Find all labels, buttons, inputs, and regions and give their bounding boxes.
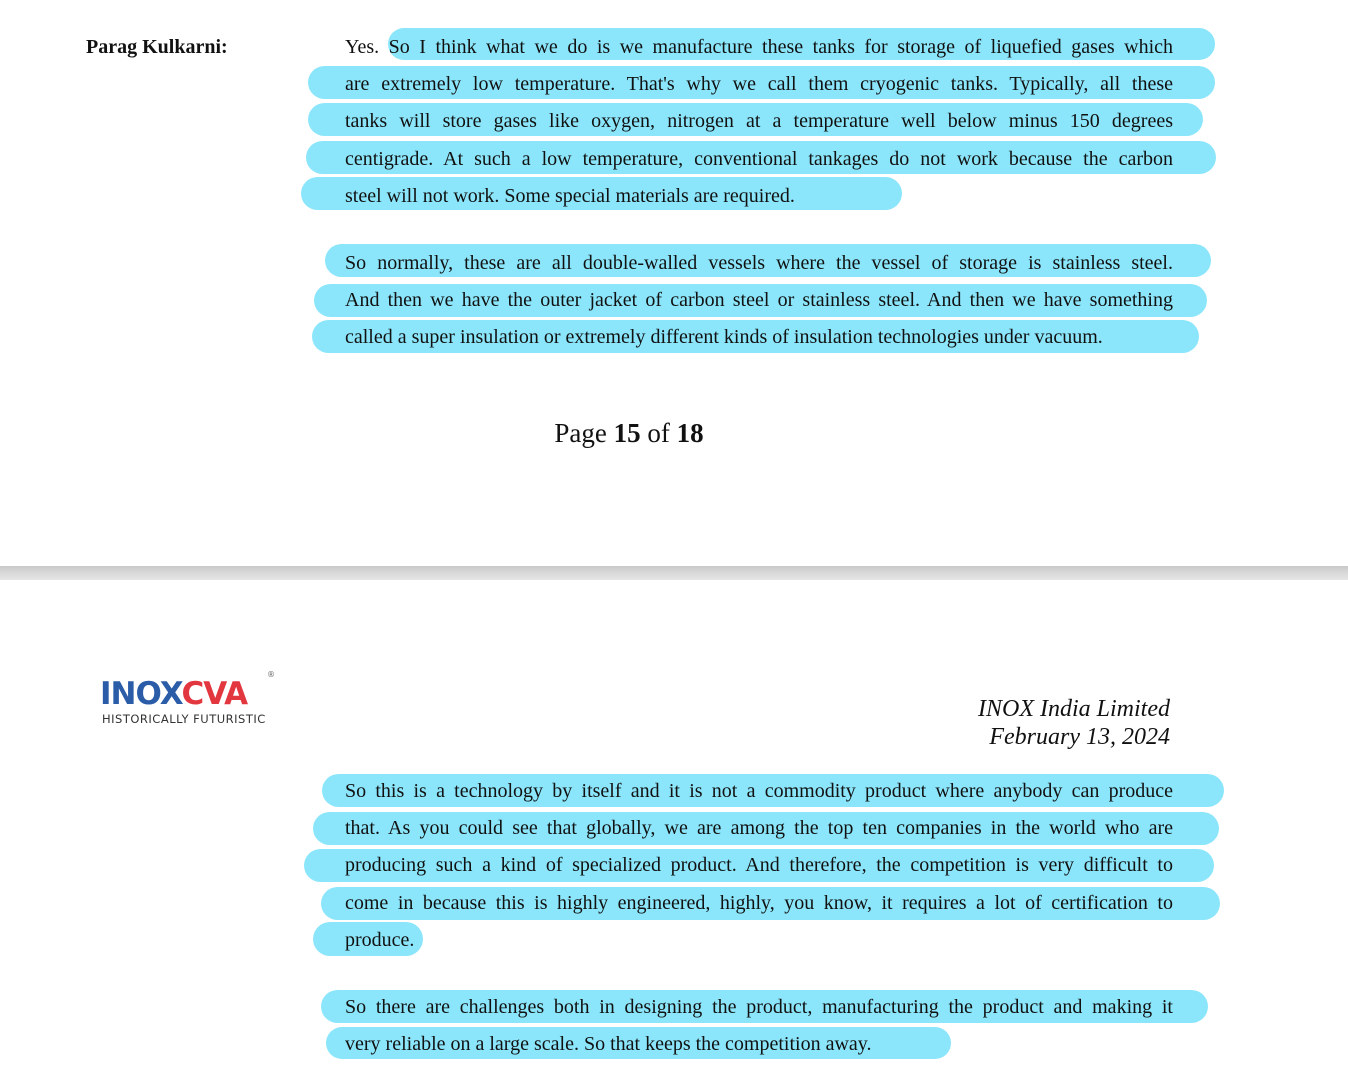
paragraph-line: tanks will store gases like oxygen, nitrogen at a temperature well below minus 150 degrees [345, 110, 1173, 132]
page-number-current: 15 [613, 418, 641, 448]
paragraph-line: So this is a technology by itself and it is not a commodity product where anybody can produce [345, 780, 1173, 802]
page-number-prefix: Page [554, 418, 607, 448]
paragraph-line: steel will not work. Some special materials are required. [345, 185, 795, 207]
logo-tagline: HISTORICALLY FUTURISTIC [102, 712, 266, 726]
paragraph-line: produce. [345, 929, 415, 951]
paragraph-line: So normally, these are all double-walled vessels where the vessel of storage is stainless steel. [345, 252, 1173, 274]
page-number [0, 418, 1258, 448]
paragraph-line: So there are challenges both in designing the product, manufacturing the product and making it [345, 996, 1173, 1018]
company-name: INOX India Limited [978, 696, 1170, 722]
registered-mark: ® [267, 670, 275, 679]
company-logo [100, 670, 290, 736]
transcript-date: February 13, 2024 [989, 724, 1170, 750]
paragraph-line: called a super insulation or extremely different kinds of insulation technologies under vacuum. [345, 326, 1103, 348]
speaker-name: Parag Kulkarni: [86, 36, 228, 58]
paragraph-line: are extremely low temperature. That's why we call them cryogenic tanks. Typically, all these [345, 73, 1173, 95]
page-divider [0, 566, 1348, 580]
logo-brand-part1: INOX [100, 676, 182, 712]
paragraph-line: come in because this is highly engineered, highly, you know, it requires a lot of certification to [345, 892, 1173, 914]
logo-brand-part2: CVA [181, 676, 248, 712]
paragraph-line: very reliable on a large scale. So that keeps the competition away. [345, 1033, 872, 1055]
paragraph-line: centigrade. At such a low temperature, conventional tankages do not work because the carbon [345, 148, 1173, 170]
page-number-total: 18 [676, 418, 704, 448]
paragraph-line: producing such a kind of specialized product. And therefore, the competition is very difficult to [345, 854, 1173, 876]
paragraph-line: Yes. So I think what we do is we manufacture these tanks for storage of liquefied gases which [345, 36, 1173, 58]
transcript-page-16 [0, 580, 1348, 1084]
logo-wordmark [100, 676, 247, 712]
header-company-info [978, 695, 1170, 751]
paragraph-line: that. As you could see that globally, we are among the top ten companies in the world who are [345, 817, 1173, 839]
page-number-separator: of [647, 418, 670, 448]
paragraph-line: And then we have the outer jacket of carbon steel or stainless steel. And then we have something [345, 289, 1173, 311]
